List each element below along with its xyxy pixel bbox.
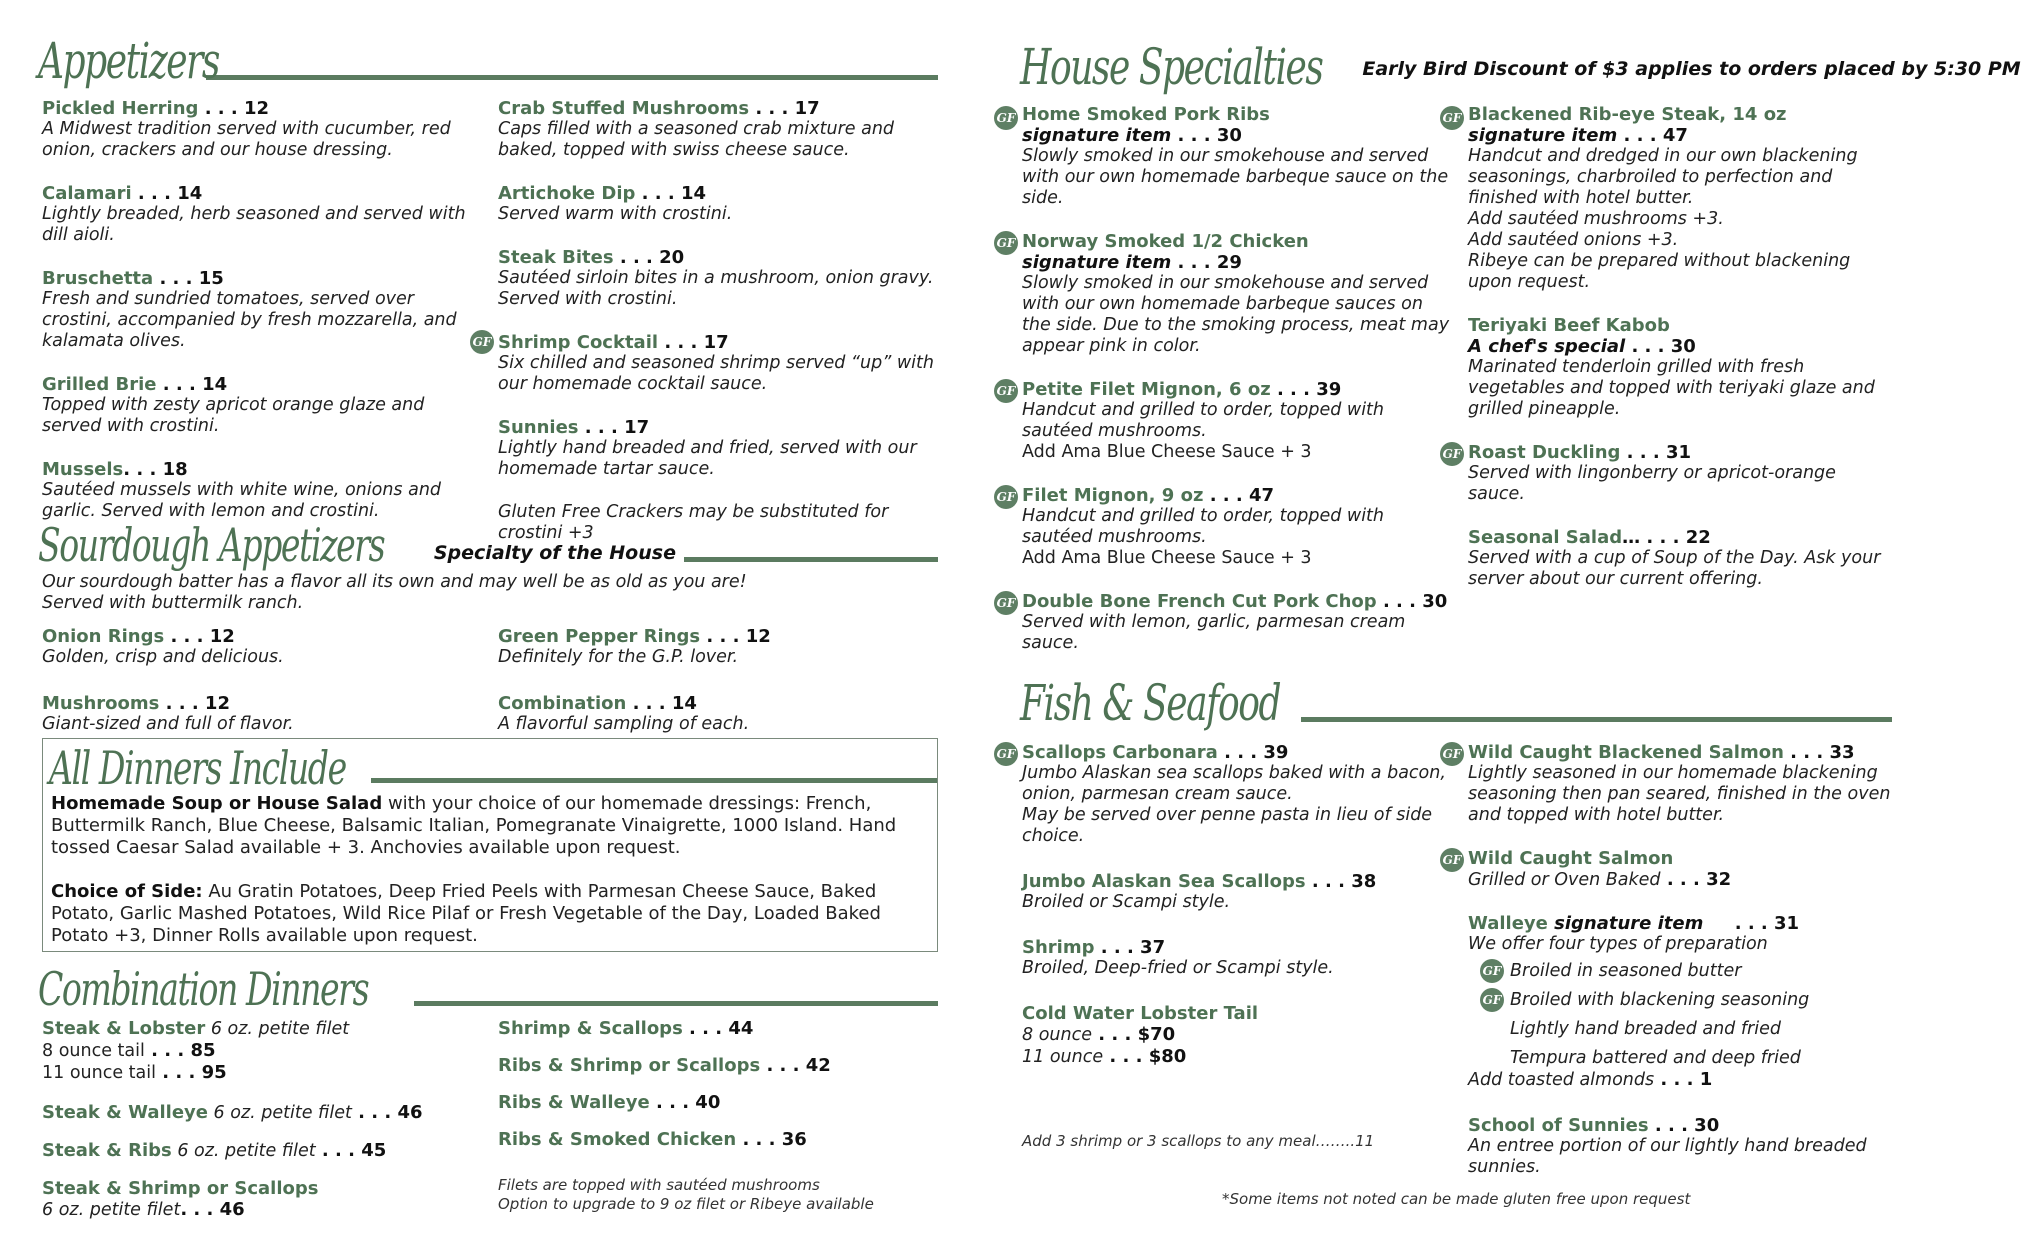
- menu-item: [498, 183, 948, 225]
- item-price: . . . 47: [1617, 125, 1688, 146]
- menu-item: [498, 1055, 938, 1076]
- item-name: Filet Mignon, 9 oz: [1022, 485, 1204, 506]
- item-desc: Lightly hand breaded and fried, served with our homemade tartar sauce.: [498, 438, 917, 479]
- sourdough-title: Sourdough Appetizers: [38, 518, 385, 572]
- menu-item: [1442, 742, 1898, 826]
- item-desc: Handcut and grilled to order, topped with sautéed mushrooms.: [1022, 506, 1385, 547]
- item-desc: Fresh and sundried tomatoes, served over crostini, accompanied by fresh mozzarella, and kalamata olives.: [42, 289, 457, 351]
- item-name: Mushrooms: [42, 693, 160, 714]
- item-price: … . . . 22: [1622, 527, 1711, 548]
- item-name: Seasonal Salad: [1468, 527, 1623, 548]
- item-desc: Caps filled with a seasoned crab mixture and baked, topped with swiss cheese sauce.: [498, 119, 895, 160]
- item-price: . . . 85: [144, 1040, 216, 1061]
- item-desc: Grilled or Oven Baked: [1468, 870, 1661, 890]
- house-subtitle: Early Bird Discount of $3 applies to orders placed by 5:30 PM: [1362, 58, 2021, 80]
- item-price: . . . $70: [1091, 1024, 1176, 1045]
- menu-item: [498, 417, 948, 480]
- signature-label: signature item: [1547, 913, 1704, 934]
- item-desc: Six chilled and seasoned shrimp served “up” with our homemade cocktail sauce.: [498, 353, 934, 394]
- item-price: . . . 17: [578, 417, 650, 438]
- combination-note: Filets are topped with sautéed mushrooms: [498, 1176, 820, 1194]
- item-price: . . . 12: [164, 626, 235, 647]
- gluten-free-footnote: *Some items not noted can be made gluten free upon request: [1222, 1190, 1691, 1208]
- item-name: Green Pepper Rings: [498, 626, 701, 647]
- signature-label: signature item: [1022, 125, 1172, 146]
- item-price: . . . 46: [180, 1199, 245, 1220]
- item-desc: 6 oz. petite filet: [205, 1019, 350, 1039]
- item-name: Shrimp & Scallops: [498, 1018, 683, 1039]
- combination-note: Option to upgrade to 9 oz filet or Ribeye available: [498, 1195, 874, 1213]
- menu-item: [1468, 913, 1898, 1091]
- gluten-free-icon: GF: [994, 742, 1018, 766]
- item-price: . . . 12: [700, 626, 771, 647]
- divider: [414, 1001, 938, 1006]
- gluten-free-icon: GF: [1440, 442, 1464, 466]
- option-label: Broiled in seasoned butter: [1510, 961, 1742, 981]
- item-name: Steak & Lobster: [42, 1018, 206, 1039]
- item-desc: Sautéed mussels with white wine, onions and garlic. Served with lemon and crostini.: [42, 480, 442, 521]
- menu-item: [1022, 871, 1452, 913]
- item-desc: Handcut and grilled to order, topped with sautéed mushrooms.: [1022, 400, 1385, 441]
- menu-item: [42, 98, 482, 161]
- divider: [371, 778, 937, 783]
- item-price: . . . 33: [1783, 742, 1855, 763]
- item-price: . . . 42: [760, 1055, 831, 1076]
- menu-item: [472, 332, 948, 395]
- combination-header: [38, 952, 938, 1016]
- item-addon: Add Ama Blue Cheese Sauce + 3: [1022, 442, 1312, 462]
- menu-item: [498, 626, 938, 668]
- item-desc: Served with a cup of Soup of the Day. Ask your server about our current offering.: [1468, 548, 1881, 589]
- item-desc: 6 oz. petite filet: [171, 1141, 316, 1161]
- item-addon: Add toasted almonds: [1468, 1070, 1655, 1090]
- item-desc: Handcut and dredged in our own blackening seasonings, charbroiled to perfection and finished with hotel butter.: [1468, 146, 1858, 208]
- item-addon: Add sautéed onions +3.: [1468, 230, 1679, 250]
- menu-item: [996, 485, 1452, 569]
- item-name: Ribs & Walleye: [498, 1092, 650, 1113]
- item-name: Calamari: [42, 183, 132, 204]
- menu-item: [1468, 1115, 1898, 1178]
- item-price: . . . $80: [1103, 1046, 1187, 1067]
- item-name: Teriyaki Beef Kabob: [1468, 315, 1670, 336]
- item-desc: Sautéed sirloin bites in a mushroom, onion gravy. Served with crostini.: [498, 268, 934, 309]
- item-price: . . . 12: [198, 98, 270, 119]
- item-desc: Topped with zesty apricot orange glaze and served with crostini.: [42, 395, 425, 436]
- menu-item: [996, 591, 1452, 654]
- item-name: Shrimp Cocktail: [498, 332, 659, 353]
- menu-item: [42, 1178, 482, 1221]
- item-desc: We offer four types of preparation: [1468, 934, 1768, 954]
- item-desc: Marinated tenderloin grilled with fresh vegetables and topped with teriyaki glaze and grilled pineapple.: [1468, 357, 1875, 419]
- menu-item: [42, 626, 482, 668]
- menu-item: [996, 231, 1452, 357]
- item-desc: 6 oz. petite filet: [42, 1200, 181, 1220]
- menu-item: [498, 1018, 938, 1039]
- item-price: . . . 30: [1171, 125, 1242, 146]
- item-name: Norway Smoked 1/2 Chicken: [1022, 231, 1309, 252]
- menu-item: [1468, 527, 1898, 590]
- walleye-option: Lightly hand breaded and fried: [1510, 1019, 1781, 1039]
- house-title: House Specialties: [1020, 38, 1323, 96]
- gluten-free-icon: GF: [994, 485, 1018, 509]
- option-label: Broiled with blackening seasoning: [1510, 990, 1810, 1010]
- menu-item: [498, 693, 938, 735]
- item-desc: A Midwest tradition served with cucumber, red onion, crackers and our house dressing.: [42, 119, 451, 160]
- item-price: . . . 18: [123, 459, 188, 480]
- item-price: . . . 47: [1203, 485, 1275, 506]
- gluten-free-icon: GF: [1480, 988, 1504, 1012]
- item-name: Grilled Brie: [42, 374, 157, 395]
- item-price: . . . 36: [736, 1129, 807, 1150]
- item-name: Bruschetta: [42, 268, 154, 289]
- sourdough-left-column: [42, 620, 482, 735]
- side-choice-text: [43, 859, 937, 947]
- item-name: Sunnies: [498, 417, 579, 438]
- item-price: . . . 45: [315, 1140, 387, 1161]
- item-price: . . . 17: [658, 332, 729, 353]
- soup-salad-text: [43, 791, 937, 859]
- appetizers-header: [38, 22, 938, 90]
- item-desc: Lightly seasoned in our homemade blackening seasoning then pan seared, finished in the oven and topped with hotel butter.: [1468, 763, 1891, 825]
- item-name: School of Sunnies: [1468, 1115, 1649, 1136]
- item-desc: Slowly smoked in our smokehouse and served with our own homemade barbeque sauces on the side. Due to the smoking process, meat may appear pink in color.: [1022, 273, 1450, 356]
- item-name: Scallops Carbonara: [1022, 742, 1218, 763]
- dinners-include-title: All Dinners Include: [49, 741, 346, 795]
- item-addon: Ribeye can be prepared without blackening upon request.: [1468, 251, 1851, 292]
- item-name: Onion Rings: [42, 626, 165, 647]
- item-name: Steak & Shrimp or Scallops: [42, 1178, 319, 1199]
- gluten-free-note: Gluten Free Crackers may be substituted for crostini +3: [498, 502, 889, 543]
- item-name: Ribs & Shrimp or Scallops: [498, 1055, 761, 1076]
- menu-item: [42, 1018, 482, 1084]
- item-desc: Served with lemon, garlic, parmesan cream sauce.: [1022, 612, 1406, 653]
- gluten-free-icon: GF: [1440, 742, 1464, 766]
- item-desc: A flavorful sampling of each.: [498, 714, 750, 734]
- item-price: . . . 17: [749, 98, 820, 119]
- item-price: . . . 46: [351, 1102, 423, 1123]
- item-desc: 6 oz. petite filet: [207, 1103, 352, 1123]
- item-desc: Jumbo Alaskan sea scallops baked with a bacon, onion, parmesan cream sauce.: [1022, 763, 1446, 804]
- menu-item: [1022, 1003, 1452, 1068]
- add-on-note: Add 3 shrimp or 3 scallops to any meal……..11: [1022, 1132, 1375, 1150]
- menu-item: [42, 693, 482, 735]
- item-name: Blackened Rib-eye Steak, 14 oz: [1468, 104, 1787, 125]
- item-desc: Golden, crisp and delicious.: [42, 647, 284, 667]
- item-desc: An entree portion of our lightly hand breaded sunnies.: [1468, 1136, 1867, 1177]
- item-price: . . . 14: [156, 374, 228, 395]
- item-price: . . . 40: [649, 1092, 721, 1113]
- item-desc: Broiled, Deep-fried or Scampi style.: [1022, 958, 1334, 978]
- menu-item: [498, 98, 948, 161]
- item-name: Pickled Herring: [42, 98, 199, 119]
- gluten-free-icon: GF: [994, 106, 1018, 130]
- divider: [684, 557, 938, 562]
- item-option: 11 ounce: [1022, 1047, 1104, 1067]
- gluten-free-icon: GF: [1440, 848, 1464, 872]
- combination-right-column: [498, 1018, 938, 1214]
- item-name: Double Bone French Cut Pork Chop: [1022, 591, 1377, 612]
- menu-item: [42, 183, 482, 246]
- walleye-option: [1468, 961, 1898, 982]
- menu-item: [498, 247, 948, 310]
- gluten-free-icon: GF: [1480, 959, 1504, 983]
- item-desc: Served with lingonberry or apricot-orange sauce.: [1468, 463, 1836, 504]
- item-desc: Served warm with crostini.: [498, 204, 733, 224]
- signature-label: signature item: [1468, 125, 1618, 146]
- item-price: . . . 31: [1620, 442, 1692, 463]
- item-desc: Lightly breaded, herb seasoned and served with dill aioli.: [42, 204, 466, 245]
- appetizers-title: Appetizers: [38, 32, 219, 90]
- item-price: . . . 1: [1654, 1069, 1713, 1090]
- item-addon: Add Ama Blue Cheese Sauce + 3: [1022, 548, 1312, 568]
- item-price: . . . 38: [1305, 871, 1377, 892]
- side-choice-label: Choice of Side:: [51, 881, 203, 902]
- item-name: Steak & Ribs: [42, 1140, 172, 1161]
- sourdough-subtitle: Specialty of the House: [433, 542, 676, 564]
- signature-label: A chef's special: [1468, 336, 1626, 357]
- dinners-include-box: [42, 738, 938, 952]
- item-price: . . . 39: [1270, 379, 1342, 400]
- seafood-left-column: [996, 736, 1452, 1068]
- item-price: . . . 29: [1171, 252, 1242, 273]
- sourdough-right-column: [498, 620, 938, 735]
- gluten-free-icon: GF: [470, 330, 494, 354]
- house-right-column: [1442, 98, 1898, 590]
- walleye-option: [1468, 990, 1898, 1011]
- item-price: . . . 44: [682, 1018, 754, 1039]
- house-left-column: [996, 98, 1452, 654]
- menu-item: [42, 374, 482, 437]
- item-name: Roast Duckling: [1468, 442, 1621, 463]
- item-price: . . . 14: [131, 183, 203, 204]
- item-price: . . . 14: [626, 693, 697, 714]
- sourdough-intro: Our sourdough batter has a flavor all its own and may well be as old as you are! Served with buttermilk ranch.: [42, 572, 747, 613]
- item-name: Crab Stuffed Mushrooms: [498, 98, 750, 119]
- item-name: Ribs & Smoked Chicken: [498, 1129, 737, 1150]
- appetizers-left-column: [42, 92, 482, 522]
- menu-item: [1468, 315, 1898, 420]
- menu-item: [1022, 937, 1452, 979]
- item-name: Wild Caught Blackened Salmon: [1468, 742, 1784, 763]
- item-price: . . . 12: [159, 693, 230, 714]
- menu-item: [42, 268, 482, 352]
- item-desc: Broiled or Scampi style.: [1022, 892, 1231, 912]
- menu-item: [996, 104, 1452, 209]
- item-price: . . . 30: [1376, 591, 1448, 612]
- item-price: . . . 30: [1648, 1115, 1720, 1136]
- seafood-header: [1020, 668, 1892, 732]
- item-addon: Add sautéed mushrooms +3.: [1468, 209, 1724, 229]
- item-option: 8 ounce tail: [42, 1041, 145, 1061]
- item-name: Steak & Walleye: [42, 1102, 208, 1123]
- item-price: . . . 37: [1094, 937, 1166, 958]
- item-name: Artichoke Dip: [498, 183, 636, 204]
- item-name: Shrimp: [1022, 937, 1095, 958]
- item-name: Walleye: [1468, 913, 1548, 934]
- item-name: Cold Water Lobster Tail: [1022, 1003, 1259, 1024]
- seafood-right-column: [1442, 736, 1898, 1178]
- item-name: Petite Filet Mignon, 6 oz: [1022, 379, 1271, 400]
- menu-item: [42, 1102, 482, 1124]
- gluten-free-icon: GF: [994, 231, 1018, 255]
- item-desc: Definitely for the G.P. lover.: [498, 647, 739, 667]
- signature-label: signature item: [1022, 252, 1172, 273]
- gluten-free-icon: GF: [1440, 106, 1464, 130]
- sourdough-header: [38, 510, 938, 572]
- item-price: . . . 14: [635, 183, 707, 204]
- house-header: [1020, 28, 2021, 96]
- walleye-option: Tempura battered and deep fried: [1510, 1048, 1801, 1068]
- item-price: . . . 31: [1703, 913, 1800, 934]
- seafood-title: Fish & Seafood: [1020, 674, 1281, 732]
- item-name: Wild Caught Salmon: [1468, 848, 1674, 869]
- item-desc: Giant-sized and full of flavor.: [42, 714, 294, 734]
- menu-item: [996, 742, 1452, 847]
- appetizers-right-column: [472, 92, 948, 544]
- menu-item: [1442, 442, 1898, 505]
- item-addon: May be served over penne pasta in lieu of side choice.: [1022, 805, 1433, 846]
- menu-item: [498, 1092, 938, 1113]
- menu-item: [498, 1129, 938, 1150]
- item-name: Mussels: [42, 459, 124, 480]
- gluten-free-icon: GF: [994, 379, 1018, 403]
- item-price: . . . 20: [613, 247, 685, 268]
- combination-title: Combination Dinners: [38, 962, 369, 1016]
- combination-left-column: [42, 1018, 482, 1221]
- item-option: 8 ounce: [1022, 1025, 1092, 1045]
- menu-item: [1442, 104, 1898, 293]
- divider: [1301, 717, 1892, 722]
- item-name: Jumbo Alaskan Sea Scallops: [1022, 871, 1306, 892]
- menu-item: [1442, 848, 1898, 891]
- soup-salad-desc: with your choice of our homemade dressings: French, Buttermilk Ranch, Blue Cheese, Balsamic Italian, Pomegranate Vinaigrette, 1000 Island. Hand tossed Caesar Salad available + 3. Anchovies available upon request.: [51, 793, 897, 858]
- item-name: Steak Bites: [498, 247, 614, 268]
- side-choice-desc: Au Gratin Potatoes, Deep Fried Peels with Parmesan Cheese Sauce, Baked Potato, Garlic Mashed Potatoes, Wild Rice Pilaf or Fresh Vegetable of the Day, Loaded Baked Potato +3, Dinner Rolls available upon request.: [51, 881, 881, 946]
- item-price: . . . 15: [153, 268, 224, 289]
- gluten-free-icon: GF: [994, 591, 1018, 615]
- divider: [206, 75, 938, 80]
- item-price: . . . 30: [1625, 336, 1696, 357]
- item-name: Home Smoked Pork Ribs: [1022, 104, 1270, 125]
- menu-item: [42, 1140, 482, 1162]
- menu-item: [996, 379, 1452, 463]
- item-price: . . . 95: [155, 1062, 227, 1083]
- item-option: 11 ounce tail: [42, 1063, 156, 1083]
- item-name: Combination: [498, 693, 627, 714]
- item-desc: Slowly smoked in our smokehouse and served with our own homemade barbeque sauce on the side.: [1022, 146, 1449, 208]
- item-price: . . . 32: [1660, 869, 1732, 890]
- item-price: . . . 39: [1217, 742, 1289, 763]
- soup-salad-label: Homemade Soup or House Salad: [51, 793, 383, 814]
